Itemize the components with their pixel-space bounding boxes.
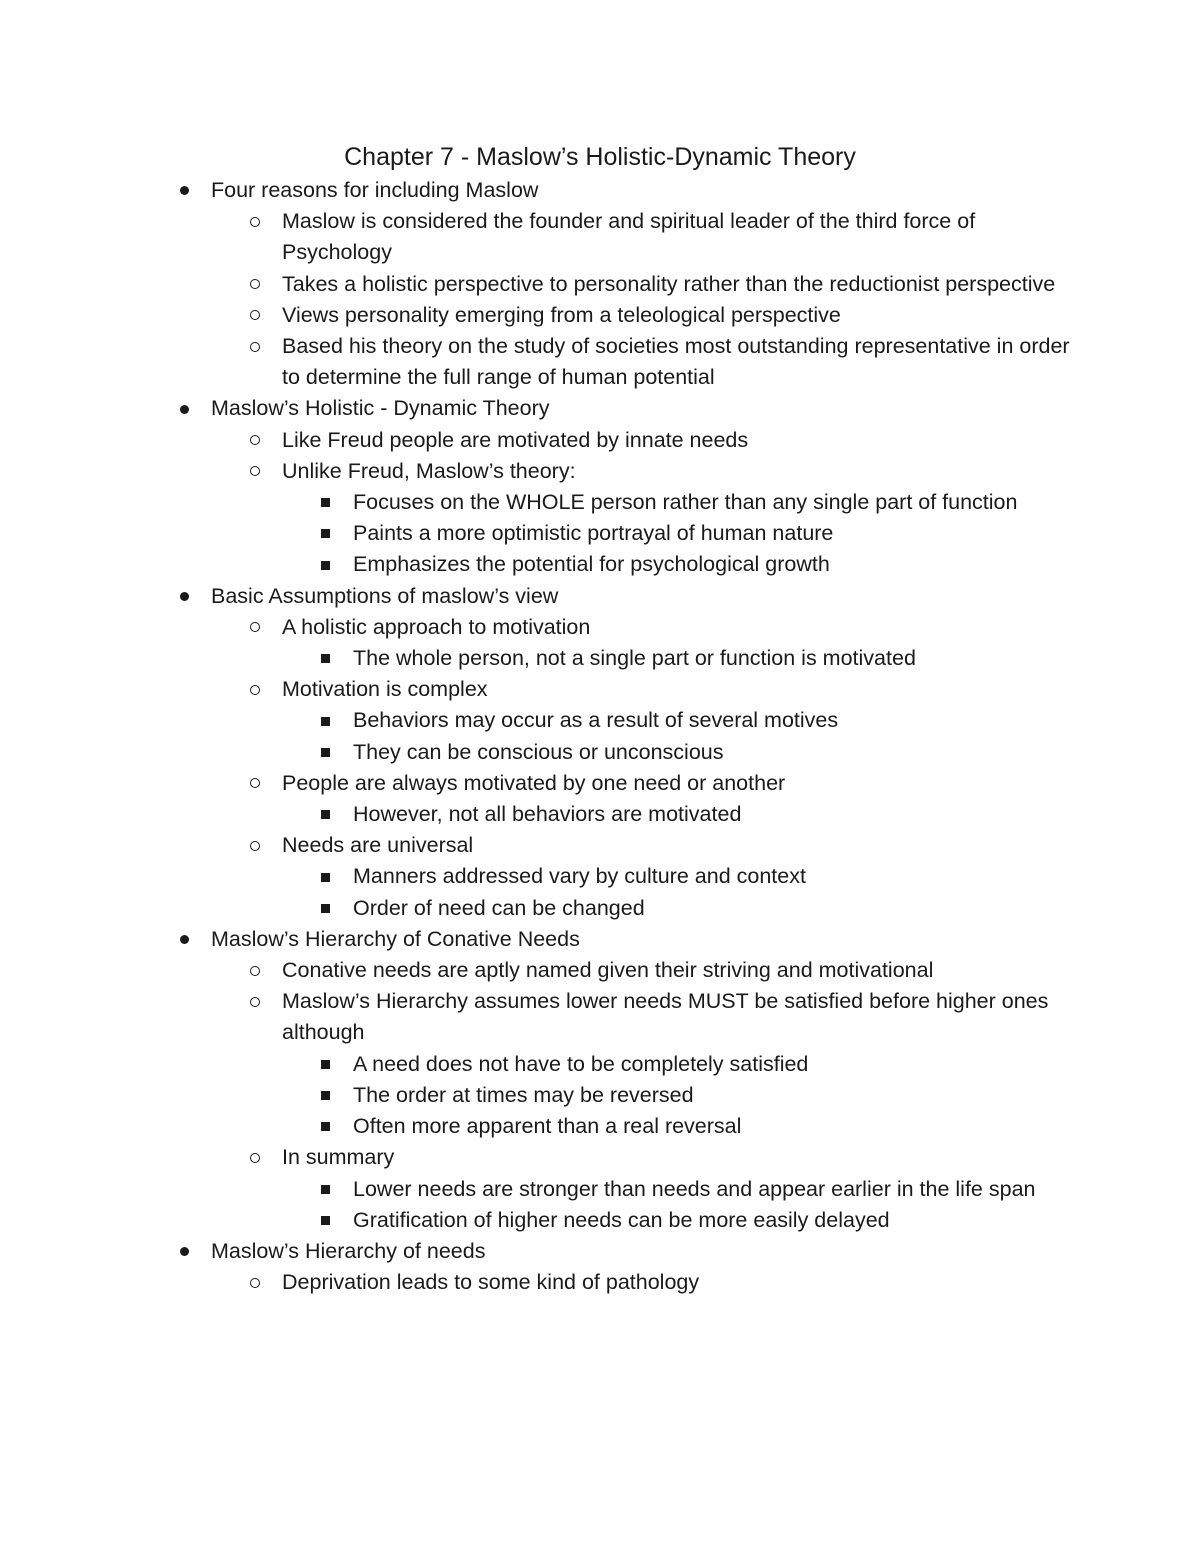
outline-item-level-1 bbox=[0, 924, 1071, 955]
outline-item-level-2 bbox=[0, 955, 1072, 986]
bullet-square-icon bbox=[318, 1205, 332, 1236]
outline-item-text: A holistic approach to motivation bbox=[282, 614, 591, 639]
bullet-square-icon bbox=[318, 893, 332, 924]
outline-item-level-1 bbox=[0, 175, 1071, 206]
bullet-square-icon bbox=[318, 518, 332, 549]
outline-item-text: Views personality emerging from a teleological perspective bbox=[282, 302, 841, 327]
bullet-square-icon bbox=[318, 799, 332, 830]
bullet-circle-icon bbox=[248, 331, 262, 362]
bullet-circle-icon bbox=[248, 830, 262, 861]
outline-item-text: Motivation is complex bbox=[282, 677, 488, 702]
outline-item-text: However, not all behaviors are motivated bbox=[353, 802, 742, 827]
outline-item-level-3 bbox=[0, 1174, 1073, 1205]
bullet-square-icon bbox=[318, 643, 332, 674]
outline-item-text: Paints a more optimistic portrayal of human nature bbox=[353, 521, 834, 546]
outline-item-level-2 bbox=[0, 331, 1072, 393]
outline-item-text: Lower needs are stronger than needs and appear earlier in the life span bbox=[353, 1176, 1036, 1201]
bullet-square-icon bbox=[318, 1111, 332, 1142]
outline-item-level-3 bbox=[0, 487, 1073, 518]
bullet-square-icon bbox=[318, 487, 332, 518]
bullet-circle-icon bbox=[248, 456, 262, 487]
outline-item-text: Basic Assumptions of maslow’s view bbox=[211, 583, 559, 608]
outline-item-text: Manners addressed vary by culture and context bbox=[353, 864, 806, 889]
outline-item-level-3 bbox=[0, 1049, 1073, 1080]
bullet-dot-icon bbox=[177, 175, 191, 206]
outline-item-level-3 bbox=[0, 861, 1073, 892]
outline-item-level-2 bbox=[0, 1142, 1072, 1173]
outline-item-text: Gratification of higher needs can be more easily delayed bbox=[353, 1207, 890, 1232]
outline-item-level-3 bbox=[0, 737, 1073, 768]
outline-item-level-2 bbox=[0, 674, 1072, 705]
outline-item-level-2 bbox=[0, 300, 1072, 331]
outline-item-level-1 bbox=[0, 393, 1071, 424]
bullet-square-icon bbox=[318, 705, 332, 736]
outline-item-level-2 bbox=[0, 1267, 1072, 1298]
bullet-square-icon bbox=[318, 1049, 332, 1080]
outline-item-level-2 bbox=[0, 612, 1072, 643]
outline-item-text: Emphasizes the potential for psychological growth bbox=[353, 552, 830, 577]
outline-item-text: Order of need can be changed bbox=[353, 895, 645, 920]
outline-item-level-2 bbox=[0, 830, 1072, 861]
outline-item-text: Four reasons for including Maslow bbox=[211, 178, 539, 202]
outline-item-level-3 bbox=[0, 705, 1073, 736]
outline-item-level-1 bbox=[0, 581, 1071, 612]
outline-item-level-3 bbox=[0, 893, 1073, 924]
bullet-square-icon bbox=[318, 737, 332, 768]
bullet-square-icon bbox=[318, 549, 332, 580]
bullet-circle-icon bbox=[248, 1267, 262, 1298]
outline-item-text: Deprivation leads to some kind of pathology bbox=[282, 1270, 700, 1295]
outline-item-text: Based his theory on the study of societies most outstanding representative in order to determine the full range of human potential bbox=[282, 334, 1070, 390]
outline-item-text: Maslow is considered the founder and spiritual leader of the third force of Psychology bbox=[282, 209, 976, 265]
outline-item-text: Needs are universal bbox=[282, 833, 474, 858]
bullet-square-icon bbox=[318, 1080, 332, 1111]
outline-item-text: Unlike Freud, Maslow’s theory: bbox=[282, 458, 576, 483]
bullet-dot-icon bbox=[177, 924, 191, 955]
outline-item-level-2 bbox=[0, 768, 1072, 799]
outline-item-text: Focuses on the WHOLE person rather than any single part of function bbox=[353, 490, 1018, 515]
bullet-circle-icon bbox=[248, 986, 262, 1017]
outline-item-text: The whole person, not a single part or function is motivated bbox=[353, 646, 916, 671]
bullet-circle-icon bbox=[248, 300, 262, 331]
outline-list bbox=[0, 175, 1073, 1298]
outline-item-text: Behaviors may occur as a result of several motives bbox=[353, 708, 839, 733]
bullet-circle-icon bbox=[248, 955, 262, 986]
outline-item-text: The order at times may be reversed bbox=[353, 1082, 694, 1107]
outline-item-text: People are always motivated by one need or another bbox=[282, 770, 786, 795]
outline-item-text: Like Freud people are motivated by innate needs bbox=[282, 427, 749, 452]
outline-item-text: Conative needs are aptly named given their striving and motivational bbox=[282, 958, 934, 983]
outline-item-level-3 bbox=[0, 799, 1073, 830]
outline-item-text: Takes a holistic perspective to personality rather than the reductionist perspective bbox=[282, 271, 1056, 296]
bullet-circle-icon bbox=[248, 206, 262, 237]
outline-item-text: Maslow’s Hierarchy of Conative Needs bbox=[211, 926, 580, 951]
bullet-circle-icon bbox=[248, 674, 262, 705]
outline-item-level-3 bbox=[0, 549, 1073, 580]
outline-item-level-3 bbox=[0, 1111, 1073, 1142]
outline-item-level-3 bbox=[0, 518, 1073, 549]
outline-item-level-1 bbox=[0, 1236, 1071, 1267]
outline-item-text: They can be conscious or unconscious bbox=[353, 739, 724, 764]
outline-item-level-2 bbox=[0, 986, 1072, 1048]
outline-item-level-3 bbox=[0, 1080, 1073, 1111]
bullet-square-icon bbox=[318, 861, 332, 892]
bullet-circle-icon bbox=[248, 425, 262, 456]
outline-item-level-3 bbox=[0, 1205, 1073, 1236]
bullet-circle-icon bbox=[248, 612, 262, 643]
outline-item-text: Maslow’s Holistic - Dynamic Theory bbox=[211, 396, 550, 421]
bullet-circle-icon bbox=[248, 269, 262, 300]
bullet-dot-icon bbox=[177, 581, 191, 612]
outline-item-text: In summary bbox=[282, 1145, 395, 1170]
outline-item-level-3 bbox=[0, 643, 1073, 674]
outline-item-level-2 bbox=[0, 425, 1072, 456]
outline-item-text: Maslow’s Hierarchy assumes lower needs MUST be satisfied before higher ones although bbox=[282, 989, 1049, 1045]
bullet-dot-icon bbox=[177, 393, 191, 424]
page-title: Chapter 7 - Maslow’s Holistic-Dynamic Theory bbox=[344, 143, 856, 171]
bullet-circle-icon bbox=[248, 768, 262, 799]
outline-item-level-2 bbox=[0, 456, 1072, 487]
outline-item-text: Maslow’s Hierarchy of needs bbox=[211, 1238, 486, 1263]
outline-item-level-2 bbox=[0, 206, 1072, 268]
outline-item-level-2 bbox=[0, 269, 1072, 300]
bullet-square-icon bbox=[318, 1174, 332, 1205]
outline-item-text: Often more apparent than a real reversal bbox=[353, 1114, 742, 1139]
bullet-circle-icon bbox=[248, 1142, 262, 1173]
bullet-dot-icon bbox=[177, 1236, 191, 1267]
outline-item-text: A need does not have to be completely satisfied bbox=[353, 1051, 809, 1076]
